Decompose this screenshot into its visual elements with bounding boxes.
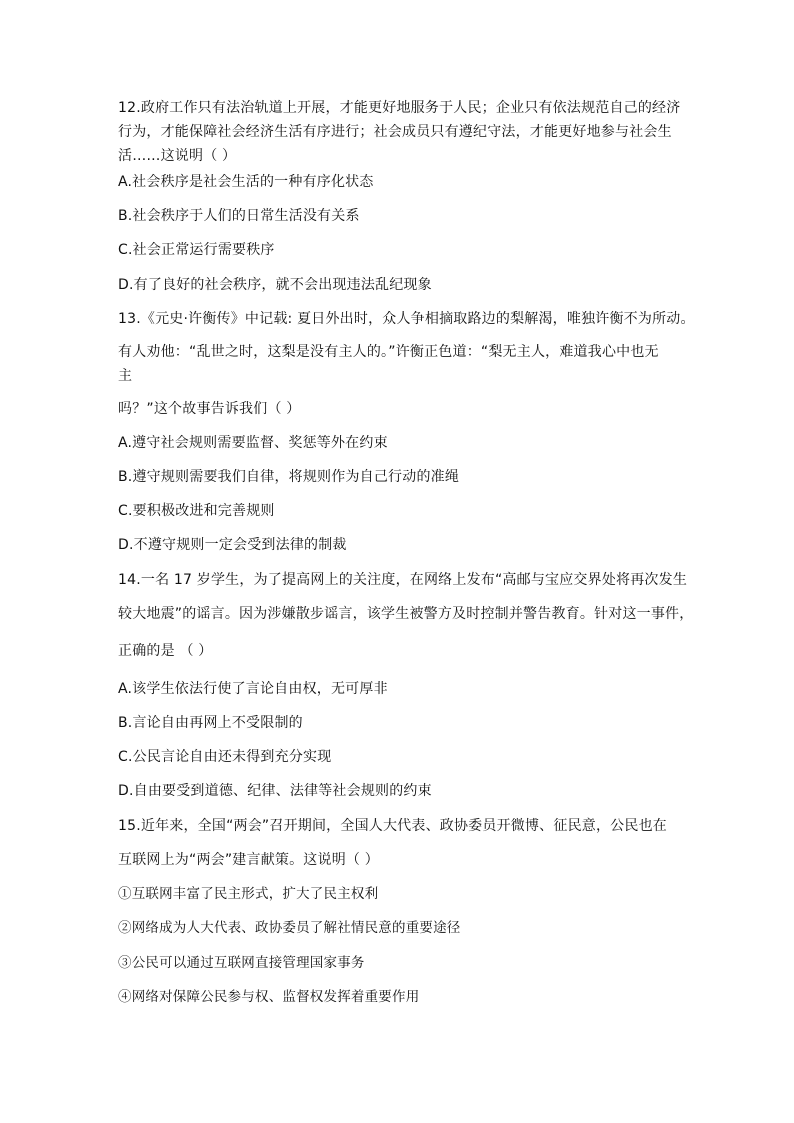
q13-option-d: D.不遵守规则一定会受到法律的制裁 — [118, 537, 347, 553]
q14-option-b: B.言论自由再网上不受限制的 — [118, 715, 303, 731]
q13-option-b: B.遵守规则需要我们自律，将规则作为自己行动的准绳 — [118, 469, 460, 485]
q13-stem-line-3: 主 — [118, 368, 133, 384]
q13-option-c: C.要积极改进和完善规则 — [118, 503, 275, 519]
q13-stem-line-1: 13.《元史·许衡传》中记载: 夏日外出时，众人争相摘取路边的梨解渴，唯独许衡不为所动。 — [118, 311, 695, 327]
q14-stem-line-1: 14.一名 17 岁学生，为了提高网上的关注度，在网络上发布“高邮与宝应交界处将再次发生 — [118, 572, 688, 588]
q12-stem-line-2: 行为，才能保障社会经济生活有序进行；社会成员只有遵纪守法，才能更好地参与社会生 — [118, 124, 672, 140]
q13-option-a: A.遵守社会规则需要监督、奖惩等外在约束 — [118, 435, 388, 451]
q13-stem-line-4: 吗？”这个故事告诉我们（ ） — [118, 401, 301, 417]
q12-option-b: B.社会秩序于人们的日常生活没有关系 — [118, 208, 360, 224]
q15-statement-4: ④网络对保障公民参与权、监督权发挥着重要作用 — [118, 989, 420, 1005]
q12-option-c: C.社会正常运行需要秩序 — [118, 242, 275, 258]
q14-option-c: C.公民言论自由还未得到充分实现 — [118, 749, 332, 765]
q15-statement-3: ③公民可以通过互联网直接管理国家事务 — [118, 955, 365, 971]
q12-stem-line-1: 12.政府工作只有法治轨道上开展，才能更好地服务于人民；企业只有依法规范自己的经济 — [118, 100, 681, 116]
q12-option-a: A.社会秩序是社会生活的一种有序化状态 — [118, 174, 374, 190]
q15-statement-2: ②网络成为人大代表、政协委员了解社情民意的重要途径 — [118, 920, 461, 936]
q14-stem-line-2: 较大地震”的谣言。因为涉嫌散步谣言，该学生被警方及时控制并警告教育。针对这一事件， — [118, 606, 694, 622]
q14-option-d: D.自由要受到道德、纪律、法律等社会规则的约束 — [118, 783, 432, 799]
q13-stem-line-2: 有人劝他：“乱世之时，这梨是没有主人的。”许衡正色道：“梨无主人，难道我心中也无 — [118, 344, 659, 360]
q12-stem-line-3: 活……这说明（ ） — [118, 148, 237, 164]
q14-stem-line-3: 正确的是 （ ） — [118, 643, 213, 659]
q15-stem-line-1: 15.近年来，全国“两会”召开期间，全国人大代表、政协委员开微博、征民意，公民也在 — [118, 818, 667, 834]
q15-stem-line-2: 互联网上为“两会”建言献策。这说明（ ） — [118, 852, 379, 868]
q14-option-a: A.该学生依法行使了言论自由权，无可厚非 — [118, 681, 388, 697]
q15-statement-1: ①互联网丰富了民主形式，扩大了民主权利 — [118, 886, 379, 902]
q12-option-d: D.有了良好的社会秩序，就不会出现违法乱纪现象 — [118, 277, 432, 293]
